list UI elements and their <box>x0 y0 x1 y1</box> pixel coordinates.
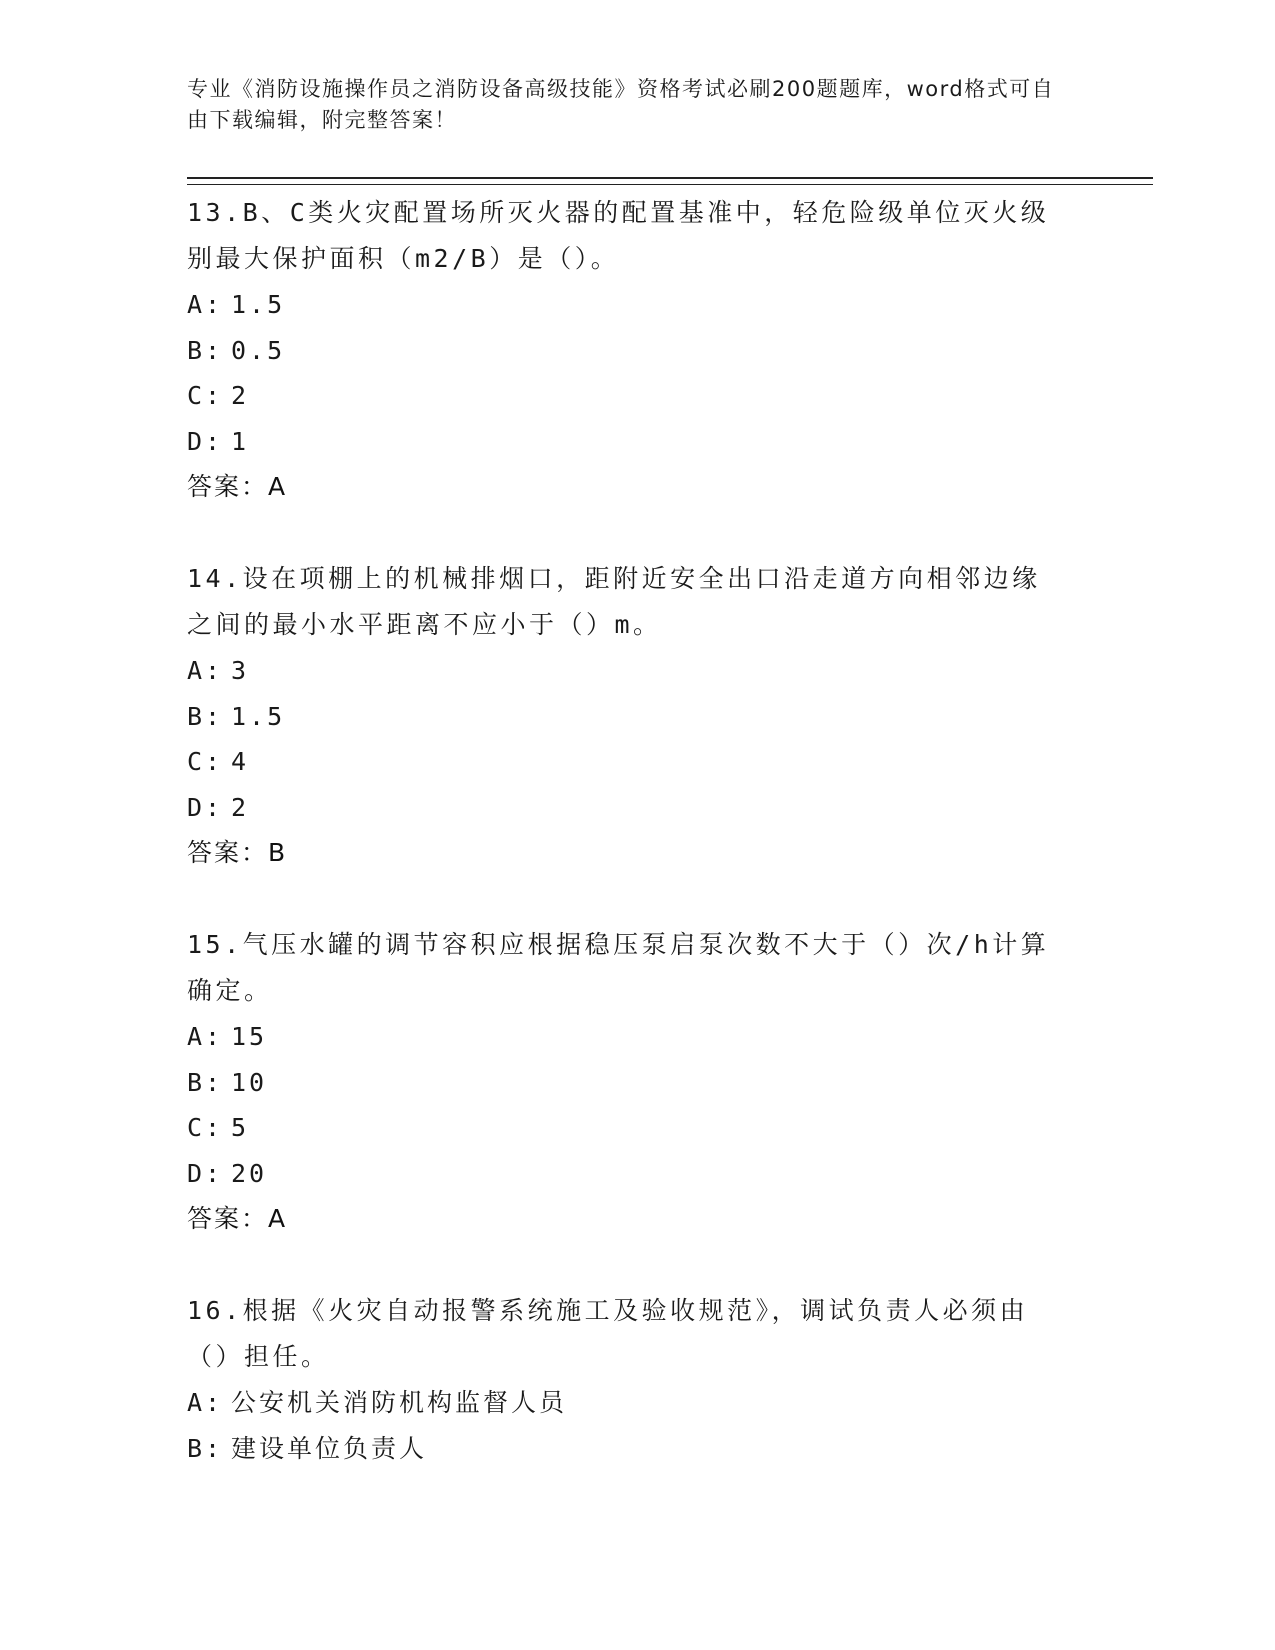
question-13 <box>187 190 1087 510</box>
option-b <box>187 1426 1087 1472</box>
option-b <box>187 1060 1087 1106</box>
option-c <box>187 373 1087 419</box>
option-letter: D: <box>187 792 224 822</box>
option-text: 15 <box>231 1022 268 1051</box>
option-text: 1 <box>231 426 250 456</box>
option-letter: B: <box>187 335 224 365</box>
option-letter: A: <box>187 1022 224 1051</box>
header-divider-thin <box>187 184 1153 185</box>
option-text: 公安机关消防机构监督人员 <box>231 1388 568 1417</box>
option-c <box>187 1105 1087 1151</box>
option-letter: A: <box>187 1388 224 1417</box>
option-a <box>187 282 1087 328</box>
option-d <box>187 785 1087 831</box>
option-text: 0.5 <box>231 335 286 365</box>
question-stem: 15.气压水罐的调节容积应根据稳压泵启泵次数不大于（）次/h计算确定。 <box>187 930 1050 1005</box>
option-b <box>187 694 1087 740</box>
option-text: 2 <box>231 792 250 822</box>
document-header: 专业《消防设施操作员之消防设备高级技能》资格考试必刷200题题库，word格式可自由下载编辑，附完整答案！ <box>187 77 1055 132</box>
option-text: 10 <box>231 1067 268 1097</box>
question-14 <box>187 556 1087 876</box>
option-letter: B: <box>187 1433 224 1463</box>
option-c <box>187 739 1087 785</box>
option-letter: B: <box>187 1067 224 1097</box>
option-a <box>187 1380 1087 1426</box>
option-letter: C: <box>187 747 224 776</box>
answer-line: 答案：B <box>187 838 288 867</box>
question-stem: 16.根据《火灾自动报警系统施工及验收规范》，调试负责人必须由（）担任。 <box>187 1296 1029 1371</box>
option-text: 5 <box>231 1113 250 1142</box>
option-letter: B: <box>187 701 224 731</box>
option-text: 1.5 <box>231 290 286 319</box>
option-letter: C: <box>187 381 224 410</box>
option-letter: C: <box>187 1113 224 1142</box>
question-16 <box>187 1288 1087 1471</box>
question-15 <box>187 922 1087 1242</box>
option-letter: D: <box>187 426 224 456</box>
option-b <box>187 328 1087 374</box>
option-a <box>187 1014 1087 1060</box>
answer-line: 答案：A <box>187 472 288 501</box>
option-text: 2 <box>231 381 250 410</box>
option-letter: A: <box>187 656 224 685</box>
question-stem: 13.B、C类火灾配置场所灭火器的配置基准中，轻危险级单位灭火级别最大保护面积（m2/B）是（）。 <box>187 198 1050 273</box>
option-a <box>187 648 1087 694</box>
option-text: 3 <box>231 656 250 685</box>
question-list <box>187 190 1087 1517</box>
option-text: 1.5 <box>231 701 286 731</box>
option-text: 4 <box>231 747 250 776</box>
answer-line: 答案：A <box>187 1204 288 1233</box>
header-divider-thick <box>187 177 1153 179</box>
option-letter: D: <box>187 1158 224 1188</box>
option-d <box>187 1151 1087 1197</box>
question-stem: 14.设在项棚上的机械排烟口，距附近安全出口沿走道方向相邻边缘之间的最小水平距离不应小于（）m。 <box>187 564 1041 639</box>
option-d <box>187 419 1087 465</box>
option-text: 20 <box>231 1158 268 1188</box>
option-letter: A: <box>187 290 224 319</box>
option-text: 建设单位负责人 <box>231 1433 428 1463</box>
